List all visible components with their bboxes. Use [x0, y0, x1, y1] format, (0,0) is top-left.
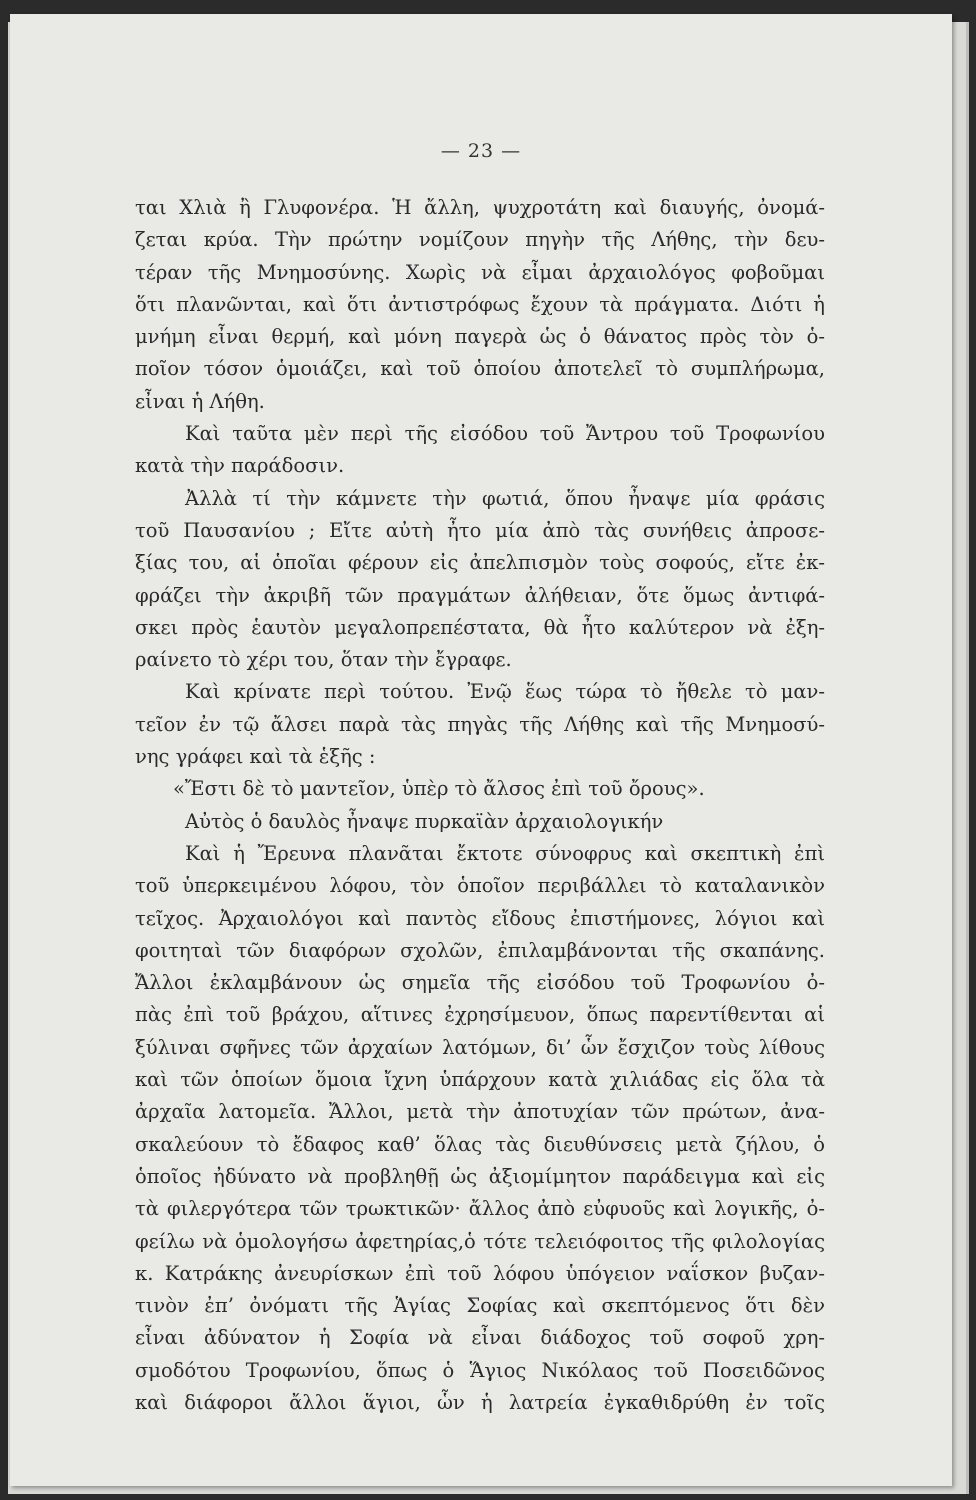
text-line: Ἀλλὰ τί τὴν κάμνετε τὴν φωτιά, ὅπου ἦναψε μία φράσις	[185, 486, 825, 510]
text-line: τέραν τῆς Μνημοσύνης. Χωρὶς νὰ εἶμαι ἀρχαιολόγος φοβοῦμαι	[135, 260, 825, 284]
text-line: τεῖχος. Ἀρχαιολόγοι καὶ παντὸς εἴδους ἐπιστήμονες, λόγιοι καὶ	[135, 906, 825, 930]
text-line: φείλω νὰ ὁμολογήσω ἀφετηρίας,ὁ τότε τελειόφοιτος τῆς φιλολογίας	[135, 1229, 825, 1253]
text-line: σμοδότου Τροφωνίου, ὅπως ὁ Ἅγιος Νικόλαος τοῦ Ποσειδῶνος	[135, 1358, 825, 1382]
text-line: ται Χλιὰ ἢ Γλυφονέρα. Ἡ ἄλλη, ψυχροτάτη καὶ διαυγής, ὀνομά-	[135, 196, 825, 219]
text-line: ὅτι πλανῶνται, καὶ ὅτι ἀντιστρόφως ἔχουν τὰ πράγματα. Διότι ἡ	[135, 292, 825, 316]
text-line: φράζει τὴν ἀκριβῆ τῶν πραγμάτων ἀλήθειαν, ὅτε ὅμως ἀντιφά-	[135, 583, 825, 607]
text-line: τεῖον ἐν τῷ ἄλσει παρὰ τὰς πηγὰς τῆς Λήθης καὶ τῆς Μνημοσύ-	[135, 712, 825, 736]
page-number: — 23 —	[440, 140, 522, 162]
text-line: κατὰ τὴν παράδοσιν.	[135, 454, 345, 478]
text-line: ξύλιναι σφῆνες τῶν ἀρχαίων λατόμων, δι’ ὧν ἔσχιζον τοὺς λίθους	[135, 1035, 825, 1059]
text-line: ἀρχαῖα λατομεῖα. Ἄλλοι, μετὰ τὴν ἀποτυχίαν τῶν πρώτων, ἀνα-	[135, 1100, 825, 1124]
quote-line: «Ἔστι δὲ τὸ μαντεῖον, ὑπὲρ τὸ ἄλσος ἐπὶ τοῦ ὄρους».	[173, 777, 705, 801]
text-line: ποῖον τόσον ὁμοιάζει, καὶ τοῦ ὁποίου ἀποτελεῖ τὸ συμπλήρωμα,	[135, 357, 825, 381]
text-line: ζεται κρύα. Τὴν πρώτην νομίζουν πηγὴν τῆς Λήθης, τὴν δευ-	[135, 228, 825, 252]
text-line: κ. Κατράκης ἀνευρίσκων ἐπὶ τοῦ λόφου ὑπόγειον ναΐσκον βυζαν-	[135, 1261, 825, 1285]
text-line: τὰ φιλεργότερα τῶν τρωκτικῶν· ἄλλος ἀπὸ εὐφυοῦς καὶ λογικῆς, ὀ-	[135, 1197, 825, 1221]
text-line: νης γράφει καὶ τὰ ἑξῆς :	[135, 745, 376, 769]
text-line: καὶ διάφοροι ἄλλοι ἅγιοι, ὧν ἡ λατρεία ἐγκαθιδρύθη ἐν τοῖς	[135, 1390, 825, 1414]
text-line: εἶναι ἡ Λήθη.	[135, 389, 265, 413]
text-line: πὰς ἐπὶ τοῦ βράχου, αἵτινες ἐχρησίμευον, ὅπως παρεντίθενται αἱ	[135, 1003, 825, 1027]
book-page	[10, 14, 952, 1486]
text-line: Καὶ κρίνατε περὶ τούτου. Ἐνῷ ἕως τώρα τὸ ἤθελε τὸ μαν-	[185, 680, 825, 704]
text-line: τοῦ ὑπερκειμένου λόφου, τὸν ὁποῖον περιβάλλει τὸ καταλανικὸν	[135, 874, 825, 898]
text-line: μνήμη εἶναι θερμή, καὶ μόνη παγερὰ ὡς ὁ θάνατος πρὸς τὸν ὁ-	[135, 325, 825, 349]
text-line: ὁποῖος ἠδύνατο νὰ προβληθῇ ὡς ἀξιομίμητον παράδειγμα καὶ εἰς	[135, 1164, 825, 1188]
text-line: εἶναι ἀδύνατον ἡ Σοφία νὰ εἶναι διάδοχος τοῦ σοφοῦ χρη-	[135, 1326, 825, 1350]
text-line: Ἄλλοι ἐκλαμβάνουν ὡς σημεῖα τῆς εἰσόδου τοῦ Τροφωνίου ὀ-	[135, 971, 825, 995]
text-line: καὶ τῶν ὁποίων ὅμοια ἴχνη ὑπάρχουν κατὰ χιλιάδας εἰς ὅλα τὰ	[135, 1068, 825, 1092]
text-line: Αὐτὸς ὁ δαυλὸς ἦναψε πυρκαϊὰν ἀρχαιολογικήν	[185, 809, 664, 833]
text-line: τινὸν ἐπ’ ὀνόματι τῆς Ἁγίας Σοφίας καὶ σκεπτόμενος ὅτι δὲν	[135, 1294, 825, 1318]
text-line: σκει πρὸς ἑαυτὸν μεγαλοπρεπέστατα, θὰ ἦτο καλύτερον νὰ ἐξη-	[135, 615, 825, 639]
text-line: ξίας του, αἱ ὁποῖαι φέρουν εἰς ἀπελπισμὸν τοὺς σοφούς, εἴτε ἐκ-	[135, 551, 825, 575]
text-line: σκαλεύουν τὸ ἔδαφος καθ’ ὅλας τὰς διευθύνσεις μετὰ ζήλου, ὁ	[135, 1132, 825, 1156]
body-text	[135, 192, 825, 1419]
text-line: ραίνετο τὸ χέρι του, ὅταν τὴν ἔγραφε.	[135, 648, 512, 672]
text-line: Καὶ ἡ Ἔρευνα πλανᾶται ἔκτοτε σύνοφρυς καὶ σκεπτικὴ ἐπὶ	[185, 841, 825, 865]
text-line: Καὶ ταῦτα μὲν περὶ τῆς εἰσόδου τοῦ Ἄντρου τοῦ Τροφωνίου	[185, 422, 825, 446]
text-line: τοῦ Παυσανίου ; Εἴτε αὐτὴ ἦτο μία ἀπὸ τὰς συνήθεις ἀπροσε-	[135, 518, 825, 542]
text-line: φοιτηταὶ τῶν διαφόρων σχολῶν, ἐπιλαμβάνονται τῆς σκαπάνης.	[135, 938, 825, 962]
